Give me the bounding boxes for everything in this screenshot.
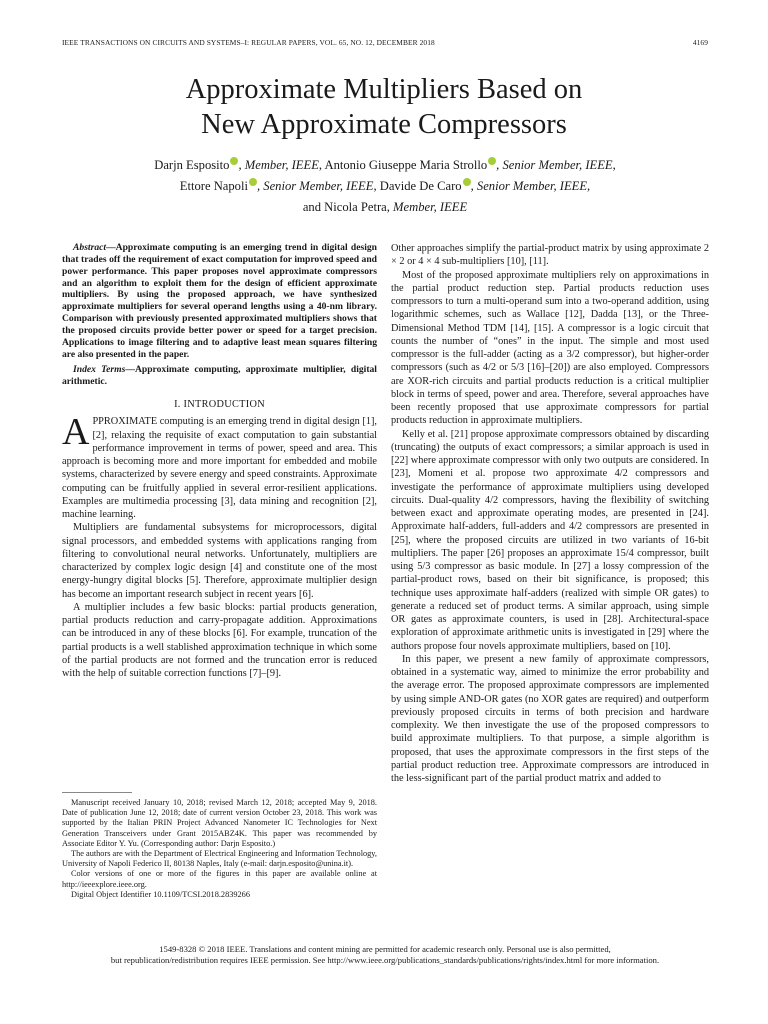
author-name: Ettore Napoli: [179, 179, 248, 193]
footnote-rule: [62, 792, 132, 793]
author-line-3: [40, 197, 730, 218]
left-column: [62, 242, 377, 680]
orcid-icon[interactable]: [249, 178, 257, 186]
footnote-doi: Digital Object Identifier 10.1109/TCSI.2018.2839266: [71, 889, 250, 899]
author-name: Darjn Esposito: [154, 158, 230, 172]
author-line-1: [40, 155, 730, 176]
copyright-footer: [40, 944, 730, 967]
footnote-manuscript: Manuscript received January 10, 2018; revised March 12, 2018; accepted May 9, 2018. Date of publication June 12, 2018; date of current version October 23, 2018. This work was supported by the Italian PRIN Project Advanced Nanometer IC Technologies for Next Generation Transceivers under Grant 2015ABZ4K. This paper was recommended by Associate Editor Y. Yu. (Corresponding author: Darjn Esposito.): [62, 798, 377, 848]
drop-cap: A: [62, 411, 90, 454]
footnotes: [62, 798, 377, 900]
intro-text-1: PPROXIMATE computing is an emerging trend in digital design [1], [2], relaxing the requisite of exact computation to gain substantial performance improvement in terms of power, speed and area. This approach is becoming more and more important for embedded and mobile systems, characterized by severe energy and speed constraints. Approximate computing can be fruitfully applied in several error-resilient applications. Examples are multimedia processing [3], data mining and recognition [2], machine learning.: [62, 416, 377, 521]
footnote-affiliation: The authors are with the Department of Electrical Engineering and Information Technology, University of Napoli Federico II, 80138 Naples, Italy (e-mail: darjn.esposito@unina.it).: [62, 849, 377, 869]
abstract-text: —Approximate computing is an emerging trend in digital design that trades off the requirement of exact computation for improved speed and power performance. This paper proposes novel approximate compressors and an algorithm to exploit them for the design of efficient approximate multipliers. By using the proposed approach, we have synthesized approximate multipliers for several operand lengths using a 40-nm library. Comparison with previously presented approximated multipliers shows that the proposed circuits provide better power or speed for a target precision. Applications to image filtering and to adaptive least mean squares filtering are also presented in the paper.: [62, 242, 377, 360]
index-terms: [62, 364, 377, 388]
author-name: , Davide De Caro: [373, 179, 462, 193]
footer-line-1: 1549-8328 © 2018 IEEE. Translations and content mining are permitted for academic research only. Personal use is also permitted,: [159, 944, 611, 954]
abstract-label: Abstract: [73, 242, 107, 253]
author-list: [40, 155, 730, 218]
paper-title: [0, 72, 768, 142]
author-line-2: [40, 176, 730, 197]
author-role: Member, IEEE: [393, 200, 468, 214]
author-role: , Member, IEEE: [238, 158, 319, 172]
right-paragraph-2: Kelly et al. [21] propose approximate compressors obtained by discarding (truncating) the outputs of exact compressors; a similar approach is used in [22] where approximate compressor with only two outputs are considered. In [23], Momeni et al. propose two approximate 4/2 compressors and investigate the performance of approximate multipliers using developed circuits. Dual-quality 4/2 compressors, having the flexibility of switching between exact and approximate operating modes, are presented in [24]. Approximate half-adders, full-adders and 4/2 compressors are presented in [25], where the proposed circuits are utilized in two variants of 16-bit multipliers. The paper [26] proposes an approximate 15/4 compressor, built using 5/3 compressor as basic module. In [27] a lossy compression of the partial-product rows, based on their bit significance, is proposed; this technique uses approximate half-adders (realized with simple OR gates) to generate a reduced set of product terms. A similar approach, using simple OR gates as approximate counters, is used in [28]. Architectural-space exploration of approximate arithmetic units is investigated in [29] where the authors propose four novels approximate multipliers, based on [10].: [391, 428, 709, 652]
author-role: , Senior Member, IEEE,: [496, 158, 616, 172]
intro-paragraph-2: Multipliers are fundamental subsystems for microprocessors, digital signal processors, and embedded systems with applications ranging from filtering to convolutional neural networks. Unfortunately, multipliers are characterized by complex logic design [4] and constitute one of the most energy-hungry digital blocks [5]. Therefore, approximate multiplier design has become an important research subject in recent years [6].: [62, 522, 377, 600]
page-number: 4169: [692, 38, 708, 47]
author-role: , Senior Member, IEEE,: [470, 179, 591, 193]
title-line-2: New Approximate Compressors: [201, 109, 567, 140]
author-name: and Nicola Petra,: [302, 200, 394, 214]
right-paragraph-3: In this paper, we present a new family of approximate compressors, obtained in a systematic way, aimed to minimize the error probability and the average error. The proposed approximate compressors are implemented by using simple AND-OR gates (no XOR gates are required) and outperform previously proposed circuits in terms of both precision and hardware complexity. We then investigate the use of the proposed compressors to build approximate multipliers. To that purpose, a simple algorithm is proposed, that uses the approximate compressors in the first steps of the partial product reduction tree. Approximate compressors are introduced in the less-significant part of the partial product matrix and added to: [391, 653, 709, 784]
journal-name: IEEE TRANSACTIONS ON CIRCUITS AND SYSTEMS–I: REGULAR PAPERS, VOL. 65, NO. 12, DECEMBER 2018: [62, 38, 435, 47]
running-header: [62, 38, 708, 50]
section-heading: I. INTRODUCTION: [174, 399, 265, 411]
intro-paragraph-1: [62, 411, 377, 521]
right-paragraph-1: Most of the proposed approximate multipliers rely on approximations in the partial product reduction step. Partial products reduction uses compressors to turn a multi-operand sum into a two-operand addition, using logarithmic schemes, such as Wallace [12], Dadda [13], or the Three-Dimensional Method TDM [14], [15]. A compressor is a logic circuit that counts the number of “ones” in the input. The simple and most used compressor is the full-adder (acting as a 3/2 compressor), but higher-order compressors (such as 4/2 or 5/3 [16]–[20]) are also employed. Compressors are XOR-rich circuits and partial products reduction is a critical multiplier block in terms of speed, power and area. Therefore, several approaches have been recently proposed that use approximate compressors for partial products reduction in approximate multipliers.: [391, 269, 709, 427]
abstract: [62, 242, 377, 360]
footnote-color: Color versions of one or more of the figures in this paper are available online at http://ieeexplore.ieee.org.: [62, 869, 377, 889]
intro-paragraph-3: A multiplier includes a few basic blocks: partial products generation, partial products reduction and carry-propagate addition. Approximations can be introduced in any of these blocks [6]. For example, truncation of the partial products is a well stablished approximation technique in which some of the partial products are not formed and the truncation error is reduced with the help of suitable correction functions [7]–[9].: [62, 601, 377, 680]
orcid-icon[interactable]: [463, 178, 471, 186]
index-terms-text: —Approximate computing, approximate multiplier, digital arithmetic.: [62, 364, 377, 388]
author-role: , Senior Member, IEEE: [256, 179, 374, 193]
right-column: [391, 242, 709, 785]
footer-line-2: but republication/redistribution requires IEEE permission. See http://www.ieee.org/publications_standards/publications/rights/index.html for more information.: [110, 955, 660, 966]
right-paragraph-0: Other approaches simplify the partial-product matrix by using approximate 2 × 2 or 4 × 4 sub-multipliers [10], [11].: [391, 243, 709, 268]
orcid-icon[interactable]: [488, 157, 496, 165]
title-line-1: Approximate Multipliers Based on: [185, 74, 583, 105]
index-terms-label: Index Terms: [73, 364, 126, 376]
author-name: , Antonio Giuseppe Maria Strollo: [318, 158, 488, 172]
